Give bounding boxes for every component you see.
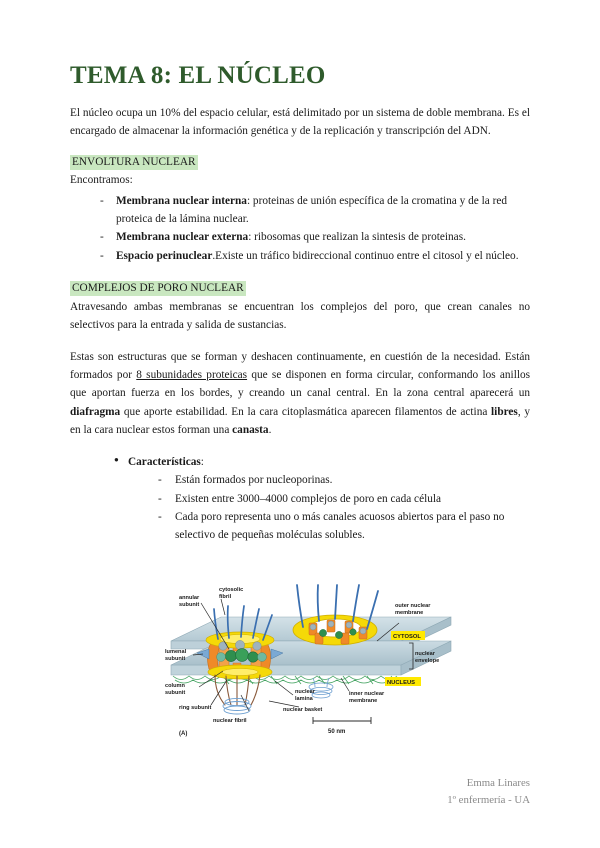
para2-part-d: , y en la cara nuclear estos forman una: [70, 405, 530, 436]
label-lumenal-subunit: lumenal: [165, 649, 187, 655]
para2-part-e: .: [268, 423, 272, 436]
label-column-subunit-2: subunit: [165, 690, 186, 696]
pore-cross-section: [197, 632, 283, 679]
list-item: - Existen entre 3000–4000 complejos de poro en cada célula: [158, 490, 530, 508]
complejos-paragraph-1: Atravesando ambas membranas se encuentran los complejos del poro, que crean canales no selectivos para la entrada y salida de sustancias.: [70, 301, 530, 332]
list-item-text: Existe un tráfico bidireccional continuo entre el citosol y el núcleo.: [215, 249, 519, 262]
label-nuclear-basket: nuclear basket: [283, 707, 323, 713]
nuclear-lamina-mesh: [173, 676, 397, 684]
label-lumenal-subunit-2: subunit: [165, 656, 186, 662]
label-nuclear-lamina: nuclear: [295, 689, 315, 695]
bullet-caracteristicas: [114, 453, 530, 544]
para2-part-c: que aporte estabilidad. En la cara citoplasmática aparecen filamentos de actina: [120, 405, 492, 418]
label-nuclear-lamina-2: lamina: [295, 696, 313, 702]
label-column-subunit: column: [165, 683, 185, 689]
list-item: [100, 192, 530, 229]
list-item: - Cada poro representa uno o más canales acuosos abiertos para el paso no selectivo de pequeñas moléculas solubles.: [158, 508, 530, 545]
list-item-text: proteinas de unión específica de la cromatina y de la red proteica de la lámina nuclear.: [116, 194, 507, 225]
caracteristicas-heading-sep: :: [200, 456, 204, 469]
list-item-term: Espacio perinuclear: [116, 249, 213, 262]
label-nuclear-fibril: nuclear fibril: [213, 718, 247, 724]
para2-bold-canasta: canasta: [232, 423, 269, 436]
footer-course: 1º enfermería - UA: [447, 793, 530, 806]
label-outer-nuclear-membrane: outer nuclear: [395, 603, 431, 609]
scale-bar: [313, 717, 371, 724]
label-annular-subunit: annular: [179, 595, 200, 601]
list-item-term: Membrana nuclear externa: [116, 231, 249, 244]
label-nuclear-envelope-2: envelope: [415, 658, 440, 664]
label-annular-subunit-2: subunit: [179, 602, 200, 608]
envoltura-lead: Encontramos:: [70, 174, 133, 187]
para2-part-a: Estas son estructuras que se forman y deshacen continuamente, en cuestión de la necesidad. Están formados por: [70, 350, 530, 381]
caracteristicas-heading: Características: [128, 456, 201, 469]
nuclear-basket-front: [215, 675, 260, 705]
envoltura-list: [70, 192, 530, 265]
para2-underlined-term: 8 subunidades proteicas: [136, 368, 248, 381]
footer-author: Emma Linares: [466, 777, 530, 789]
list-item-sep: :: [248, 231, 255, 244]
nuclear-pore-complex-figure: [163, 583, 453, 755]
label-ring-subunit: ring subunit: [179, 705, 212, 711]
label-nucleus: NUCLEUS: [387, 680, 416, 686]
para2-part-b: que se disponen en forma circular, conformando los anillos que aportan fuerza en los bordes, y creando un canal central. En la zona central aparecerá un: [70, 368, 531, 400]
list-item-text: ribosomas que realizan la sintesis de proteinas.: [254, 231, 466, 244]
section-envoltura: [70, 151, 530, 171]
figure-panel-label: (A): [179, 731, 188, 737]
page-title: TEMA 8: EL NÚCLEO: [70, 62, 326, 89]
para2-bold-diafragma: diafragma: [70, 405, 121, 418]
label-nuclear-envelope: nuclear: [415, 651, 435, 657]
list-item-sep: .: [212, 249, 216, 262]
label-inner-nuclear-membrane-2: membrane: [349, 698, 378, 704]
intro-paragraph: El núcleo ocupa un 10% del espacio celular, está delimitado por un sistema de doble membrana. Es el encargado de almacenar la información genética y de la replicación y transcripción del ADN.: [70, 106, 530, 137]
page-footer: [290, 775, 530, 808]
list-item-term: Membrana nuclear interna: [116, 194, 247, 207]
label-cytosol: CYTOSOL: [393, 634, 421, 640]
document-content: [70, 62, 530, 545]
list-item: - Están formados por nucleoporinas.: [158, 471, 530, 489]
caracteristicas-sublist: [128, 471, 530, 544]
scale-bar-label: 50 nm: [328, 729, 346, 735]
label-cytosolic-fibril-2: fibril: [219, 594, 232, 600]
section-heading-complejos: COMPLEJOS DE PORO NUCLEAR: [70, 281, 246, 296]
complejos-paragraph-2: [70, 348, 530, 439]
label-outer-nuclear-membrane-2: membrane: [395, 610, 424, 616]
caracteristicas-list: [70, 453, 530, 544]
para2-bold-libres: libres: [491, 405, 518, 418]
section-complejos: [70, 277, 530, 297]
label-inner-nuclear-membrane: inner nuclear: [349, 691, 385, 697]
label-cytosolic-fibril: cytosolic: [219, 587, 244, 593]
list-item: [100, 247, 530, 265]
list-item-sep: :: [246, 194, 253, 207]
section-heading-envoltura: ENVOLTURA NUCLEAR: [70, 155, 198, 170]
list-item: [100, 228, 530, 246]
